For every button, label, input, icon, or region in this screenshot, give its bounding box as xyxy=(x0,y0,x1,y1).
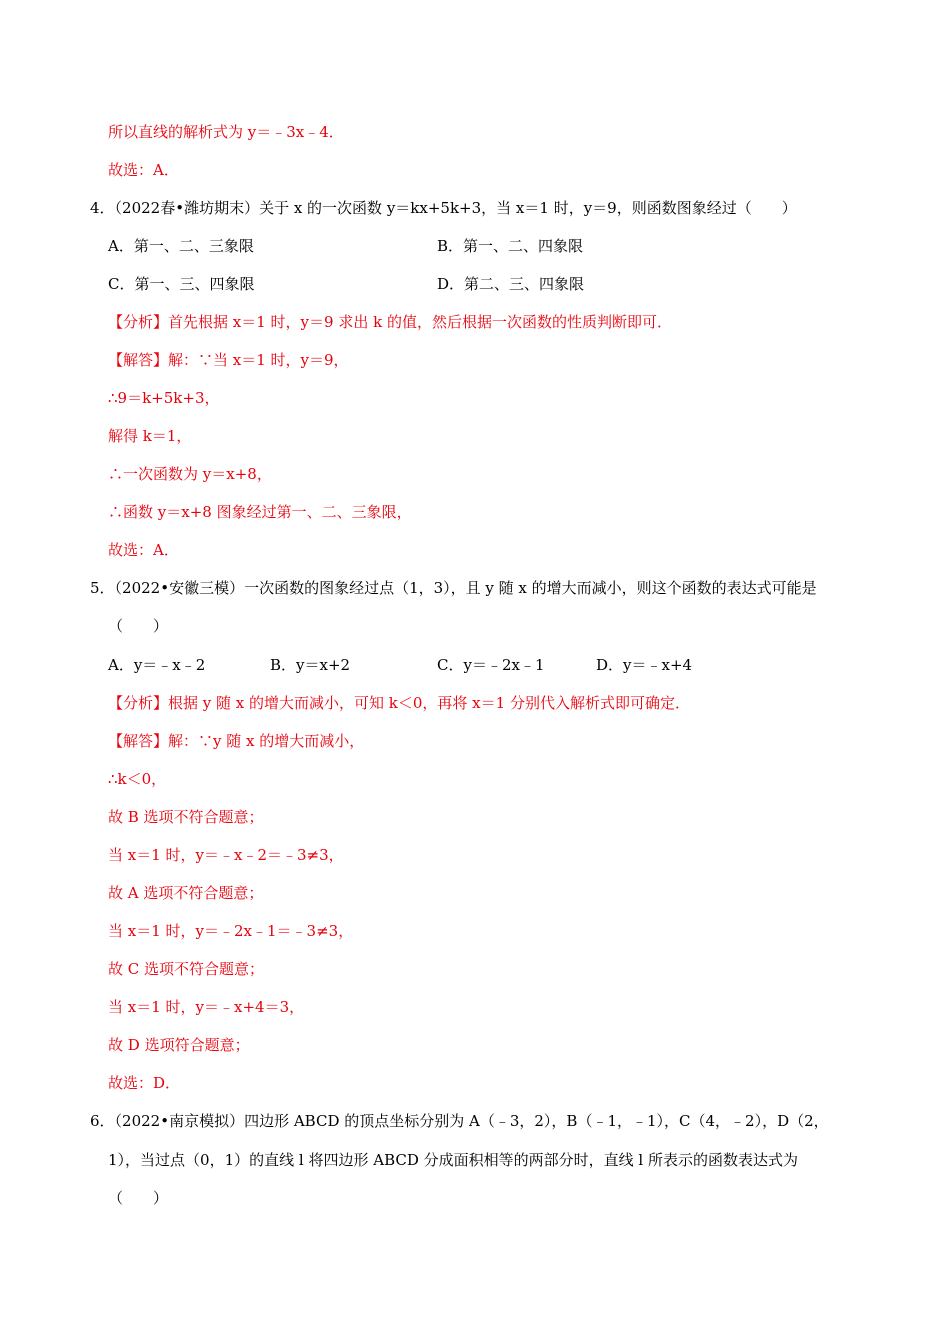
q6-stem-line1: 6．（2022•南京模拟）四边形 ABCD 的顶点坐标分别为 A（﹣3，2），B（﹣1，﹣1），C（4，﹣2），D（2， xyxy=(90,1112,829,1130)
q4-analysis: 【分析】首先根据 x＝1 时，y＝9 求出 k 的值，然后根据一次函数的性质判断即可． xyxy=(108,313,672,331)
q4-solution-line: 【解答】解：∵当 x＝1 时，y＝9， xyxy=(108,351,349,369)
q5-solution-line: 当 x＝1 时，y＝﹣2x﹣1＝﹣3≠3， xyxy=(108,922,354,940)
q6-stem-paren: （ ） xyxy=(108,1189,169,1207)
q5-solution-line: 故 D 选项符合题意； xyxy=(108,1036,250,1054)
q5-solution-line: 【解答】解：∵y 随 x 的增大而减小， xyxy=(108,732,365,750)
q5-solution-line: 当 x＝1 时，y＝﹣x﹣2＝﹣3≠3， xyxy=(108,846,344,864)
q5-stem: 5．（2022•安徽三模）一次函数的图象经过点（1，3），且 y 随 x 的增大而减小，则这个函数的表达式可能是 xyxy=(90,579,817,597)
q4-option-c: C．第一、三、四象限 xyxy=(108,275,255,293)
q5-answer: 故选：D． xyxy=(108,1074,181,1092)
q4-option-d: D．第二、三、四象限 xyxy=(437,275,585,293)
q5-stem-paren: （ ） xyxy=(108,617,169,635)
q6-stem-line2: 1），当过点（0，1）的直线 l 将四边形 ABCD 分成面积相等的两部分时，直线 l 所表示的函数表达式为 xyxy=(108,1151,798,1169)
q4-solution-line: 解得 k＝1， xyxy=(108,427,192,445)
q5-solution-line: 故 C 选项不符合题意； xyxy=(108,960,265,978)
q5-option-b: B．y＝x+2 xyxy=(270,656,351,674)
q3-answer: 故选：A． xyxy=(108,161,179,179)
q4-solution-line: ∴函数 y＝x+8 图象经过第一、二、三象限， xyxy=(108,503,412,521)
q5-option-c: C．y＝﹣2x﹣1 xyxy=(437,656,545,674)
q5-solution-line: 故 B 选项不符合题意； xyxy=(108,808,264,826)
q4-solution-line: ∴9＝k+5k+3， xyxy=(108,389,220,407)
q4-option-a: A．第一、二、三象限 xyxy=(108,237,254,255)
q5-solution-line: 故 A 选项不符合题意； xyxy=(108,884,264,902)
q5-option-a: A．y＝﹣x﹣2 xyxy=(108,656,206,674)
q4-stem: 4．（2022春•潍坊期末）关于 x 的一次函数 y＝kx+5k+3，当 x＝1 时，y＝9，则函数图象经过（ ） xyxy=(90,199,797,217)
q4-option-b: B．第一、二、四象限 xyxy=(437,237,584,255)
q4-answer: 故选：A． xyxy=(108,541,179,559)
q5-analysis: 【分析】根据 y 随 x 的增大而减小，可知 k＜0，再将 x＝1 分别代入解析式即可确定． xyxy=(108,694,690,712)
q3-conclusion: 所以直线的解析式为 y＝﹣3x﹣4． xyxy=(108,123,344,141)
q5-solution-line: 当 x＝1 时，y＝﹣x+4＝3， xyxy=(108,998,305,1016)
q4-solution-line: ∴一次函数为 y＝x+8， xyxy=(108,465,272,483)
q5-option-d: D．y＝﹣x+4 xyxy=(596,656,693,674)
q5-solution-line: ∴k＜0， xyxy=(108,770,167,788)
